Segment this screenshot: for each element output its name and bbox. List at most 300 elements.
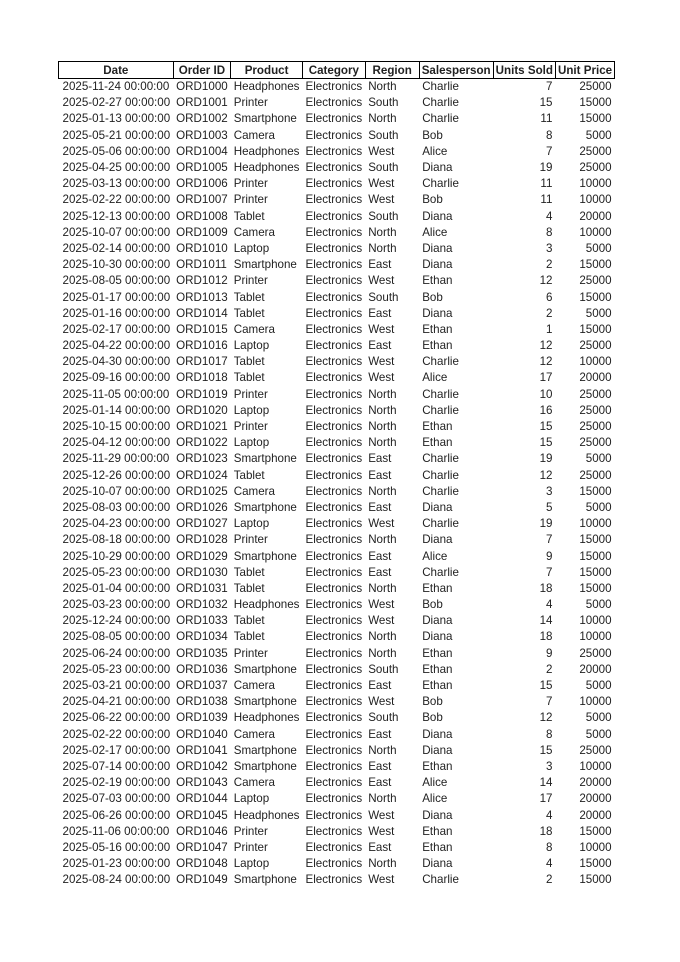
cell-unit-price: 10000 xyxy=(579,355,612,369)
cell-date: 2025-02-22 00:00:00 xyxy=(62,727,171,741)
cell-salesperson: Diana xyxy=(422,630,453,644)
cell-category: Electronics xyxy=(305,727,363,741)
cell-product: Headphones xyxy=(233,80,300,94)
cell-units-sold: 11 xyxy=(540,177,553,191)
cell-salesperson: Ethan xyxy=(422,662,453,676)
cell-order-id: ORD1005 xyxy=(176,161,228,175)
cell-region: West xyxy=(368,355,395,369)
cell-units-sold: 12 xyxy=(539,468,553,482)
cell-units-sold: 14 xyxy=(539,776,553,790)
cell-salesperson: Bob xyxy=(422,695,443,709)
cell-order-id: ORD1010 xyxy=(176,241,228,255)
cell-salesperson: Charlie xyxy=(422,517,459,531)
cell-region: North xyxy=(368,403,397,417)
cell-date: 2025-12-13 00:00:00 xyxy=(62,209,171,223)
cell-units-sold: 11 xyxy=(540,112,553,126)
cell-product: Laptop xyxy=(233,517,270,531)
sales-table xyxy=(58,61,615,888)
cell-units-sold: 3 xyxy=(546,484,553,498)
cell-unit-price: 15000 xyxy=(579,484,612,498)
cell-units-sold: 7 xyxy=(546,144,553,158)
cell-category: Electronics xyxy=(305,824,363,838)
cell-product: Printer xyxy=(233,840,268,854)
table-row xyxy=(59,484,615,500)
cell-category: Electronics xyxy=(305,452,363,466)
cell-category: Electronics xyxy=(305,177,363,191)
table-row xyxy=(59,370,615,386)
cell-category: Electronics xyxy=(305,565,363,579)
cell-order-id: ORD1028 xyxy=(176,533,228,547)
cell-order-id: ORD1049 xyxy=(176,873,228,887)
cell-unit-price: 25000 xyxy=(579,743,612,757)
cell-salesperson: Ethan xyxy=(422,322,453,336)
cell-category: Electronics xyxy=(305,290,363,304)
table-row xyxy=(59,192,615,208)
cell-salesperson: Alice xyxy=(422,792,448,806)
cell-order-id: ORD1003 xyxy=(176,128,228,142)
cell-date: 2025-03-23 00:00:00 xyxy=(62,598,171,612)
cell-order-id: ORD1018 xyxy=(176,371,228,385)
cell-region: South xyxy=(368,128,399,142)
cell-salesperson: Ethan xyxy=(422,840,453,854)
cell-units-sold: 9 xyxy=(546,549,553,563)
cell-units-sold: 4 xyxy=(546,209,553,223)
cell-salesperson: Diana xyxy=(422,241,453,255)
cell-category: Electronics xyxy=(305,630,363,644)
cell-date: 2025-04-21 00:00:00 xyxy=(62,695,171,709)
cell-order-id: ORD1035 xyxy=(176,646,228,660)
cell-date: 2025-11-24 00:00:00 xyxy=(62,80,170,94)
cell-region: West xyxy=(368,322,395,336)
cell-salesperson: Bob xyxy=(422,711,443,725)
cell-region: West xyxy=(368,144,395,158)
cell-unit-price: 15000 xyxy=(579,581,612,595)
cell-date: 2025-12-24 00:00:00 xyxy=(62,614,171,628)
table-row xyxy=(59,338,615,354)
cell-region: North xyxy=(368,630,397,644)
cell-product: Tablet xyxy=(233,290,265,304)
cell-product: Smartphone xyxy=(233,743,297,757)
cell-product: Smartphone xyxy=(233,452,297,466)
cell-date: 2025-05-06 00:00:00 xyxy=(62,144,171,158)
cell-unit-price: 15000 xyxy=(579,549,612,563)
cell-order-id: ORD1004 xyxy=(176,144,228,158)
cell-category: Electronics xyxy=(305,80,363,94)
cell-unit-price: 20000 xyxy=(579,209,612,223)
cell-unit-price: 25000 xyxy=(579,468,612,482)
cell-category: Electronics xyxy=(305,840,363,854)
cell-date: 2025-04-23 00:00:00 xyxy=(62,517,171,531)
cell-product: Printer xyxy=(233,193,268,207)
table-row xyxy=(59,516,615,532)
cell-region: East xyxy=(368,500,392,514)
cell-region: North xyxy=(368,420,397,434)
cell-category: Electronics xyxy=(305,614,363,628)
cell-product: Camera xyxy=(233,776,275,790)
cell-product: Camera xyxy=(233,727,275,741)
cell-unit-price: 25000 xyxy=(579,403,612,417)
cell-unit-price: 10000 xyxy=(579,177,612,191)
cell-date: 2025-07-14 00:00:00 xyxy=(62,759,171,773)
cell-unit-price: 5000 xyxy=(585,452,612,466)
table-row xyxy=(59,856,615,872)
cell-units-sold: 18 xyxy=(539,581,553,595)
cell-category: Electronics xyxy=(305,679,363,693)
cell-region: West xyxy=(368,873,395,887)
cell-salesperson: Charlie xyxy=(422,403,459,417)
cell-salesperson: Ethan xyxy=(422,436,453,450)
cell-region: North xyxy=(368,646,397,660)
cell-salesperson: Ethan xyxy=(422,759,453,773)
table-row xyxy=(59,694,615,710)
cell-product: Printer xyxy=(233,824,268,838)
cell-salesperson: Bob xyxy=(422,598,443,612)
cell-unit-price: 25000 xyxy=(579,339,612,353)
cell-region: East xyxy=(368,306,392,320)
cell-region: West xyxy=(368,517,395,531)
cell-salesperson: Diana xyxy=(422,857,453,871)
cell-salesperson: Charlie xyxy=(422,484,459,498)
cell-region: East xyxy=(368,727,392,741)
cell-date: 2025-06-22 00:00:00 xyxy=(62,711,171,725)
cell-category: Electronics xyxy=(305,387,363,401)
cell-product: Smartphone xyxy=(233,549,297,563)
cell-order-id: ORD1013 xyxy=(176,290,228,304)
cell-product: Tablet xyxy=(233,468,265,482)
cell-units-sold: 10 xyxy=(539,387,553,401)
cell-units-sold: 8 xyxy=(546,840,553,854)
cell-order-id: ORD1008 xyxy=(176,209,228,223)
cell-unit-price: 15000 xyxy=(579,322,612,336)
cell-product: Tablet xyxy=(233,306,265,320)
cell-units-sold: 7 xyxy=(546,695,553,709)
cell-units-sold: 8 xyxy=(546,225,553,239)
cell-unit-price: 5000 xyxy=(585,241,612,255)
cell-date: 2025-10-07 00:00:00 xyxy=(62,484,171,498)
cell-product: Printer xyxy=(233,420,268,434)
cell-region: North xyxy=(368,241,397,255)
cell-units-sold: 8 xyxy=(546,727,553,741)
cell-category: Electronics xyxy=(305,792,363,806)
cell-salesperson: Diana xyxy=(422,808,453,822)
table-row xyxy=(59,775,615,791)
cell-salesperson: Charlie xyxy=(422,355,459,369)
cell-units-sold: 12 xyxy=(539,274,553,288)
cell-order-id: ORD1037 xyxy=(176,679,228,693)
cell-units-sold: 7 xyxy=(546,80,553,94)
header-date: Date xyxy=(59,62,174,79)
cell-salesperson: Ethan xyxy=(422,646,453,660)
cell-order-id: ORD1014 xyxy=(176,306,228,320)
table-row xyxy=(59,225,615,241)
cell-units-sold: 12 xyxy=(539,711,553,725)
cell-unit-price: 25000 xyxy=(579,646,612,660)
cell-date: 2025-02-27 00:00:00 xyxy=(62,96,171,110)
cell-product: Printer xyxy=(233,274,268,288)
cell-product: Smartphone xyxy=(233,500,297,514)
cell-product: Laptop xyxy=(233,339,270,353)
cell-unit-price: 25000 xyxy=(579,144,612,158)
cell-salesperson: Bob xyxy=(422,128,443,142)
cell-unit-price: 20000 xyxy=(579,371,612,385)
table-row xyxy=(59,840,615,856)
cell-units-sold: 2 xyxy=(546,258,553,272)
cell-category: Electronics xyxy=(305,258,363,272)
cell-unit-price: 10000 xyxy=(579,517,612,531)
cell-order-id: ORD1007 xyxy=(176,193,228,207)
cell-unit-price: 5000 xyxy=(585,500,612,514)
cell-category: Electronics xyxy=(305,161,363,175)
cell-date: 2025-08-24 00:00:00 xyxy=(62,873,171,887)
cell-category: Electronics xyxy=(305,581,363,595)
cell-category: Electronics xyxy=(305,646,363,660)
cell-units-sold: 19 xyxy=(539,517,553,531)
cell-product: Tablet xyxy=(233,209,265,223)
cell-category: Electronics xyxy=(305,306,363,320)
cell-date: 2025-01-04 00:00:00 xyxy=(62,581,171,595)
cell-unit-price: 20000 xyxy=(579,792,612,806)
cell-units-sold: 15 xyxy=(539,420,553,434)
cell-order-id: ORD1023 xyxy=(176,452,228,466)
cell-units-sold: 3 xyxy=(546,241,553,255)
cell-product: Laptop xyxy=(233,241,270,255)
cell-order-id: ORD1024 xyxy=(176,468,228,482)
table-row xyxy=(59,403,615,419)
cell-unit-price: 25000 xyxy=(579,420,612,434)
cell-units-sold: 4 xyxy=(546,857,553,871)
cell-region: South xyxy=(368,662,399,676)
cell-date: 2025-10-07 00:00:00 xyxy=(62,225,171,239)
cell-order-id: ORD1027 xyxy=(176,517,228,531)
cell-date: 2025-10-29 00:00:00 xyxy=(62,549,171,563)
table-row xyxy=(59,759,615,775)
cell-region: East xyxy=(368,840,392,854)
header-product: Product xyxy=(231,62,303,79)
cell-category: Electronics xyxy=(305,322,363,336)
cell-order-id: ORD1000 xyxy=(176,80,228,94)
cell-salesperson: Bob xyxy=(422,290,443,304)
table-row xyxy=(59,548,615,564)
cell-units-sold: 15 xyxy=(539,436,553,450)
cell-unit-price: 5000 xyxy=(585,679,612,693)
cell-product: Smartphone xyxy=(233,112,297,126)
cell-region: North xyxy=(368,387,397,401)
cell-category: Electronics xyxy=(305,808,363,822)
cell-region: West xyxy=(368,371,395,385)
cell-region: North xyxy=(368,857,397,871)
cell-order-id: ORD1046 xyxy=(176,824,228,838)
cell-order-id: ORD1032 xyxy=(176,598,228,612)
cell-category: Electronics xyxy=(305,873,363,887)
cell-category: Electronics xyxy=(305,468,363,482)
cell-region: East xyxy=(368,549,392,563)
cell-salesperson: Charlie xyxy=(422,468,459,482)
cell-unit-price: 15000 xyxy=(579,857,612,871)
cell-unit-price: 5000 xyxy=(585,727,612,741)
table-row xyxy=(59,824,615,840)
cell-salesperson: Diana xyxy=(422,161,453,175)
cell-units-sold: 17 xyxy=(539,371,553,385)
cell-units-sold: 15 xyxy=(539,679,553,693)
cell-category: Electronics xyxy=(305,128,363,142)
cell-region: East xyxy=(368,339,392,353)
cell-date: 2025-04-25 00:00:00 xyxy=(62,161,171,175)
cell-product: Printer xyxy=(233,646,268,660)
cell-region: South xyxy=(368,209,399,223)
table-row xyxy=(59,646,615,662)
cell-salesperson: Diana xyxy=(422,614,453,628)
cell-date: 2025-06-26 00:00:00 xyxy=(62,808,171,822)
cell-region: West xyxy=(368,274,395,288)
cell-region: North xyxy=(368,484,397,498)
cell-unit-price: 15000 xyxy=(579,533,612,547)
cell-unit-price: 20000 xyxy=(579,662,612,676)
cell-date: 2025-06-24 00:00:00 xyxy=(62,646,171,660)
cell-date: 2025-05-16 00:00:00 xyxy=(62,840,171,854)
table-row xyxy=(59,727,615,743)
cell-date: 2025-08-05 00:00:00 xyxy=(62,630,171,644)
cell-category: Electronics xyxy=(305,112,363,126)
cell-salesperson: Diana xyxy=(422,258,453,272)
cell-region: West xyxy=(368,177,395,191)
cell-category: Electronics xyxy=(305,743,363,757)
cell-product: Tablet xyxy=(233,355,265,369)
cell-unit-price: 15000 xyxy=(579,96,612,110)
cell-region: North xyxy=(368,436,397,450)
cell-category: Electronics xyxy=(305,371,363,385)
cell-unit-price: 25000 xyxy=(579,274,612,288)
cell-region: South xyxy=(368,290,399,304)
table-row xyxy=(59,435,615,451)
cell-unit-price: 20000 xyxy=(579,776,612,790)
header-category: Category xyxy=(302,62,365,79)
cell-region: East xyxy=(368,468,392,482)
cell-category: Electronics xyxy=(305,500,363,514)
cell-order-id: ORD1039 xyxy=(176,711,228,725)
cell-order-id: ORD1041 xyxy=(176,743,228,757)
table-row xyxy=(59,289,615,305)
cell-unit-price: 15000 xyxy=(579,290,612,304)
cell-date: 2025-08-18 00:00:00 xyxy=(62,533,171,547)
table-row xyxy=(59,273,615,289)
cell-units-sold: 5 xyxy=(546,500,553,514)
cell-date: 2025-10-30 00:00:00 xyxy=(62,258,171,272)
cell-order-id: ORD1025 xyxy=(176,484,228,498)
cell-category: Electronics xyxy=(305,96,363,110)
cell-unit-price: 15000 xyxy=(579,873,612,887)
cell-order-id: ORD1026 xyxy=(176,500,228,514)
cell-product: Laptop xyxy=(233,403,270,417)
cell-product: Camera xyxy=(233,484,275,498)
cell-date: 2025-04-12 00:00:00 xyxy=(62,436,171,450)
cell-units-sold: 15 xyxy=(539,96,553,110)
cell-unit-price: 10000 xyxy=(579,840,612,854)
cell-product: Headphones xyxy=(233,161,300,175)
cell-date: 2025-01-13 00:00:00 xyxy=(62,112,171,126)
cell-region: East xyxy=(368,452,392,466)
cell-order-id: ORD1038 xyxy=(176,695,228,709)
table-row xyxy=(59,500,615,516)
cell-category: Electronics xyxy=(305,144,363,158)
cell-order-id: ORD1031 xyxy=(176,581,228,595)
cell-salesperson: Diana xyxy=(422,743,453,757)
cell-units-sold: 12 xyxy=(539,355,553,369)
cell-unit-price: 10000 xyxy=(579,614,612,628)
cell-units-sold: 18 xyxy=(539,824,553,838)
cell-category: Electronics xyxy=(305,662,363,676)
cell-date: 2025-12-26 00:00:00 xyxy=(62,468,171,482)
cell-unit-price: 15000 xyxy=(579,258,612,272)
cell-region: West xyxy=(368,695,395,709)
cell-date: 2025-11-29 00:00:00 xyxy=(62,452,170,466)
cell-category: Electronics xyxy=(305,598,363,612)
cell-salesperson: Diana xyxy=(422,306,453,320)
cell-units-sold: 3 xyxy=(546,759,553,773)
cell-date: 2025-02-17 00:00:00 xyxy=(62,743,171,757)
cell-product: Smartphone xyxy=(233,759,297,773)
cell-date: 2025-02-14 00:00:00 xyxy=(62,241,171,255)
cell-unit-price: 15000 xyxy=(579,565,612,579)
cell-order-id: ORD1015 xyxy=(176,322,228,336)
cell-category: Electronics xyxy=(305,403,363,417)
cell-salesperson: Charlie xyxy=(422,387,459,401)
cell-order-id: ORD1022 xyxy=(176,436,228,450)
cell-product: Headphones xyxy=(233,808,300,822)
table-row xyxy=(59,176,615,192)
cell-product: Tablet xyxy=(233,614,265,628)
table-row xyxy=(59,872,615,888)
cell-unit-price: 25000 xyxy=(579,80,612,94)
cell-category: Electronics xyxy=(305,484,363,498)
cell-category: Electronics xyxy=(305,857,363,871)
cell-region: North xyxy=(368,743,397,757)
cell-product: Camera xyxy=(233,322,275,336)
cell-units-sold: 11 xyxy=(540,193,553,207)
cell-salesperson: Diana xyxy=(422,533,453,547)
cell-salesperson: Charlie xyxy=(422,873,459,887)
header-region: Region xyxy=(365,62,419,79)
cell-salesperson: Charlie xyxy=(422,177,459,191)
cell-units-sold: 18 xyxy=(539,630,553,644)
cell-date: 2025-01-17 00:00:00 xyxy=(62,290,171,304)
cell-salesperson: Ethan xyxy=(422,679,453,693)
cell-units-sold: 9 xyxy=(546,646,553,660)
cell-category: Electronics xyxy=(305,225,363,239)
table-row xyxy=(59,581,615,597)
cell-units-sold: 12 xyxy=(539,339,553,353)
cell-category: Electronics xyxy=(305,759,363,773)
cell-unit-price: 25000 xyxy=(579,161,612,175)
table-row xyxy=(59,257,615,273)
cell-region: North xyxy=(368,581,397,595)
cell-product: Printer xyxy=(233,387,268,401)
cell-date: 2025-02-17 00:00:00 xyxy=(62,322,171,336)
table-row xyxy=(59,710,615,726)
table-row xyxy=(59,241,615,257)
cell-date: 2025-08-05 00:00:00 xyxy=(62,274,171,288)
cell-category: Electronics xyxy=(305,193,363,207)
cell-order-id: ORD1047 xyxy=(176,840,228,854)
table-row xyxy=(59,743,615,759)
cell-category: Electronics xyxy=(305,241,363,255)
cell-units-sold: 7 xyxy=(546,565,553,579)
table-row xyxy=(59,597,615,613)
table-row xyxy=(59,354,615,370)
table-row xyxy=(59,629,615,645)
cell-product: Smartphone xyxy=(233,258,297,272)
cell-order-id: ORD1043 xyxy=(176,776,228,790)
cell-units-sold: 16 xyxy=(539,403,553,417)
